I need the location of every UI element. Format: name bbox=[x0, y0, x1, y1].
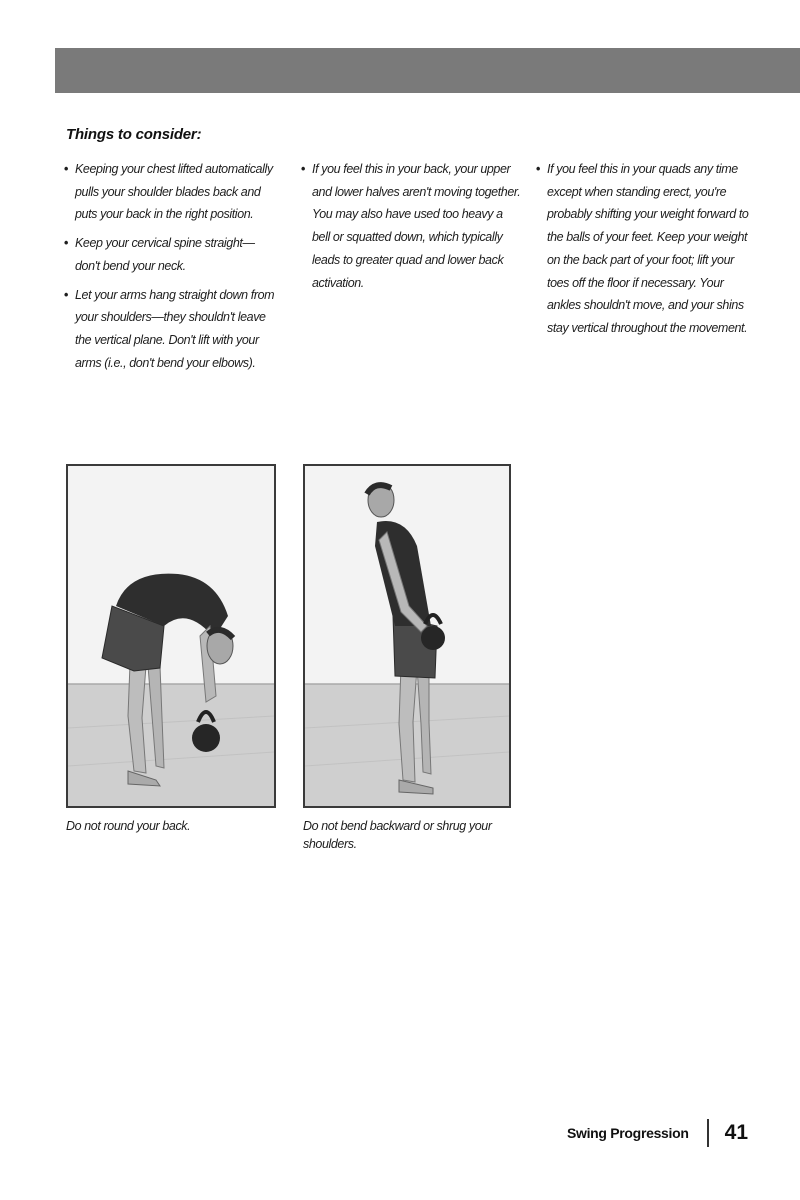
section-title: Things to consider: bbox=[66, 126, 202, 143]
tips-column-2 bbox=[301, 158, 521, 300]
bullet-icon: • bbox=[64, 236, 68, 251]
photo-caption-1: Do not round your back. bbox=[66, 819, 191, 833]
tip-item bbox=[536, 158, 758, 340]
bend-backward-illustration bbox=[305, 466, 509, 806]
bullet-icon: • bbox=[64, 162, 68, 176]
photo-rounded-back bbox=[66, 464, 276, 808]
bullet-icon: • bbox=[536, 162, 540, 176]
tip-item bbox=[64, 284, 279, 375]
photo-bend-backward bbox=[303, 464, 511, 808]
tips-column-1 bbox=[64, 158, 279, 380]
bullet-icon: • bbox=[64, 287, 68, 302]
tip-text: Let your arms hang straight down from your shoulders—they shouldn't leave the vertical plane. Don't lift with your arms (i.e., don't bend your elbows). bbox=[75, 287, 275, 370]
footer-section-name: Swing Progression bbox=[566, 1125, 689, 1141]
tip-item bbox=[64, 158, 279, 226]
page-footer bbox=[567, 1118, 748, 1148]
tips-column-3 bbox=[536, 158, 758, 346]
tip-text: If you feel this in your quads any time except when standing erect, you're probably shifting your weight forward to the balls of your feet. Keep your weight on the back part of your foot; lift your toes off the floor if necessary. Your ankles shouldn't move, and your shins stay vertical throughout the movement. bbox=[547, 162, 749, 335]
bullet-icon: • bbox=[301, 162, 305, 176]
tip-item bbox=[301, 158, 521, 294]
page-number: 41 bbox=[724, 1121, 748, 1144]
tip-text: Keeping your chest lifted automatically pulls your shoulder blades back and puts your back in the right position. bbox=[75, 162, 273, 222]
tip-text: If you feel this in your back, your upper and lower halves aren't moving together. You may also have used too heavy a bell or squatted down, which typically leads to greater quad and lower back activation. bbox=[312, 162, 521, 290]
tip-text: Keep your cervical spine straight—don't bend your neck. bbox=[75, 236, 255, 273]
footer-divider bbox=[707, 1119, 709, 1147]
header-bar bbox=[55, 48, 800, 93]
photo-caption-2: Do not bend backward or shrug your shoulders. bbox=[303, 819, 492, 851]
tip-item bbox=[64, 232, 279, 277]
rounded-back-illustration bbox=[68, 466, 274, 806]
